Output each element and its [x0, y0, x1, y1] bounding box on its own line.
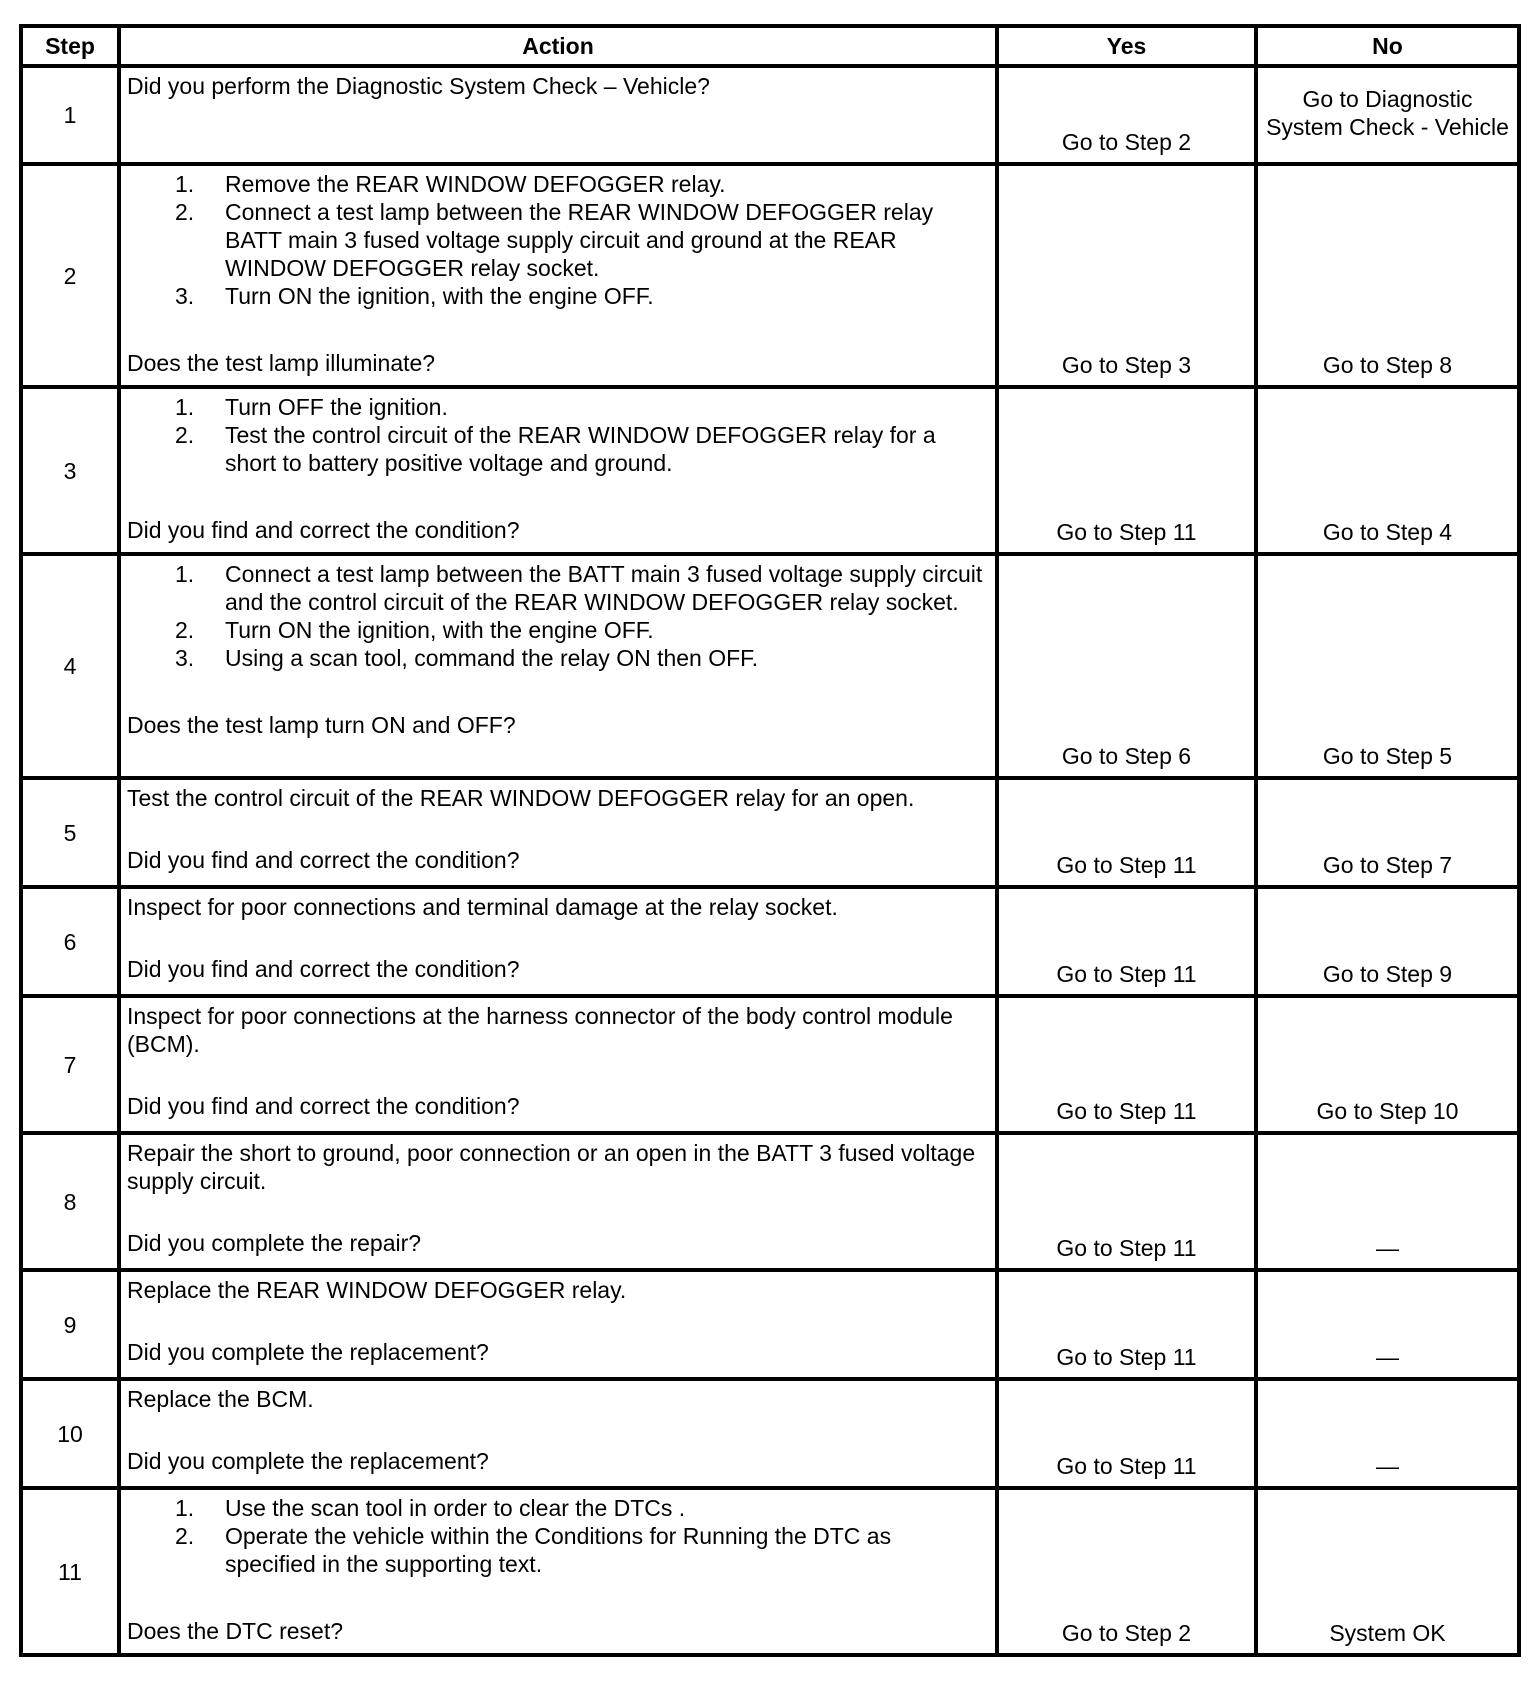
action-cell — [119, 887, 997, 996]
header-step: Step — [21, 26, 119, 66]
header-action: Action — [119, 26, 997, 66]
step-number: 1 — [21, 66, 119, 164]
yes-result: Go to Step 11 — [997, 1133, 1256, 1270]
action-cell — [119, 66, 997, 164]
no-result: Go to Step 4 — [1256, 387, 1519, 554]
no-result: — — [1256, 1133, 1519, 1270]
list-item: 2. Connect a test lamp between the REAR WINDOW DEFOGGER relay BATT main 3 fused voltage supply circuit and ground at the REAR WINDOW DEFOGGER relay socket. — [175, 199, 934, 281]
list-item: 2. Test the control circuit of the REAR WINDOW DEFOGGER relay for a short to battery positive voltage and ground. — [175, 422, 936, 476]
list-item: 1. Use the scan tool in order to clear the DTCs . — [175, 1495, 686, 1521]
list-item: 1. Connect a test lamp between the BATT main 3 fused voltage supply circuit and the control circuit of the REAR WINDOW DEFOGGER relay socket. — [175, 561, 983, 615]
header-row — [21, 26, 1519, 66]
action-cell — [119, 554, 997, 778]
step-number: 2 — [21, 164, 119, 387]
action-cell — [119, 778, 997, 887]
list-item: 1. Remove the REAR WINDOW DEFOGGER relay. — [175, 171, 726, 197]
yes-result: Go to Step 11 — [997, 778, 1256, 887]
action-intro: Repair the short to ground, poor connection or an open in the BATT 3 fused voltage supply circuit. — [127, 1140, 976, 1194]
step-number: 8 — [21, 1133, 119, 1270]
action-cell — [119, 164, 997, 387]
step-number: 10 — [21, 1379, 119, 1488]
table-row — [21, 778, 1519, 887]
list-item: 3. Turn ON the ignition, with the engine OFF. — [175, 283, 654, 309]
table-row — [21, 996, 1519, 1133]
table-row — [21, 554, 1519, 778]
action-cell — [119, 1270, 997, 1379]
action-question: Did you find and correct the condition? — [127, 847, 520, 873]
action-question: Does the test lamp illuminate? — [127, 350, 436, 376]
action-question: Does the DTC reset? — [127, 1618, 344, 1644]
yes-result: Go to Step 11 — [997, 1379, 1256, 1488]
yes-result: Go to Step 11 — [997, 996, 1256, 1133]
yes-result: Go to Step 11 — [997, 1270, 1256, 1379]
step-number: 7 — [21, 996, 119, 1133]
action-cell — [119, 1379, 997, 1488]
action-question: Did you find and correct the condition? — [127, 517, 520, 543]
action-intro: Replace the REAR WINDOW DEFOGGER relay. — [127, 1277, 627, 1303]
table-row — [21, 1379, 1519, 1488]
no-result: Go to Step 7 — [1256, 778, 1519, 887]
action-question: Did you complete the repair? — [127, 1230, 422, 1256]
step-number: 4 — [21, 554, 119, 778]
no-result: Go to Diagnostic System Check - Vehicle — [1256, 66, 1519, 164]
no-result: Go to Step 8 — [1256, 164, 1519, 387]
list-item: 2. Turn ON the ignition, with the engine OFF. — [175, 617, 654, 643]
no-result: — — [1256, 1270, 1519, 1379]
yes-result: Go to Step 11 — [997, 387, 1256, 554]
no-result: Go to Step 10 — [1256, 996, 1519, 1133]
step-number: 11 — [21, 1488, 119, 1655]
procedure-list — [127, 393, 987, 477]
action-question: Did you complete the replacement? — [127, 1448, 489, 1474]
yes-result: Go to Step 2 — [997, 1488, 1256, 1655]
no-result: System OK — [1256, 1488, 1519, 1655]
list-item: 1. Turn OFF the ignition. — [175, 394, 448, 420]
step-number: 5 — [21, 778, 119, 887]
list-item: 3. Using a scan tool, command the relay ON then OFF. — [175, 645, 759, 671]
action-cell — [119, 1133, 997, 1270]
step-number: 9 — [21, 1270, 119, 1379]
yes-result: Go to Step 3 — [997, 164, 1256, 387]
table-row — [21, 887, 1519, 996]
table-row — [21, 66, 1519, 164]
table-row — [21, 387, 1519, 554]
action-question: Did you find and correct the condition? — [127, 1093, 520, 1119]
yes-result: Go to Step 11 — [997, 887, 1256, 996]
no-result: Go to Step 9 — [1256, 887, 1519, 996]
action-intro: Did you perform the Diagnostic System Check – Vehicle? — [127, 73, 710, 99]
action-cell — [119, 387, 997, 554]
diagnostic-table — [19, 24, 1521, 1657]
table-row — [21, 1270, 1519, 1379]
yes-result: Go to Step 6 — [997, 554, 1256, 778]
header-yes: Yes — [997, 26, 1256, 66]
action-question: Does the test lamp turn ON and OFF? — [127, 712, 516, 738]
procedure-list — [127, 560, 987, 672]
action-cell — [119, 1488, 997, 1655]
header-no: No — [1256, 26, 1519, 66]
action-question: Did you find and correct the condition? — [127, 956, 520, 982]
action-cell — [119, 996, 997, 1133]
table-row — [21, 1488, 1519, 1655]
no-result: Go to Step 5 — [1256, 554, 1519, 778]
action-intro: Replace the BCM. — [127, 1386, 314, 1412]
no-result: — — [1256, 1379, 1519, 1488]
table-row — [21, 1133, 1519, 1270]
action-intro: Inspect for poor connections and terminal damage at the relay socket. — [127, 894, 838, 920]
procedure-list — [127, 170, 987, 310]
action-intro: Inspect for poor connections at the harness connector of the body control module (BCM). — [127, 1003, 953, 1057]
list-item: 2. Operate the vehicle within the Conditions for Running the DTC as specified in the supporting text. — [175, 1523, 892, 1577]
procedure-list — [127, 1494, 987, 1578]
yes-result: Go to Step 2 — [997, 66, 1256, 164]
action-intro: Test the control circuit of the REAR WINDOW DEFOGGER relay for an open. — [127, 785, 915, 811]
step-number: 6 — [21, 887, 119, 996]
action-question: Did you complete the replacement? — [127, 1339, 489, 1365]
step-number: 3 — [21, 387, 119, 554]
table-row — [21, 164, 1519, 387]
